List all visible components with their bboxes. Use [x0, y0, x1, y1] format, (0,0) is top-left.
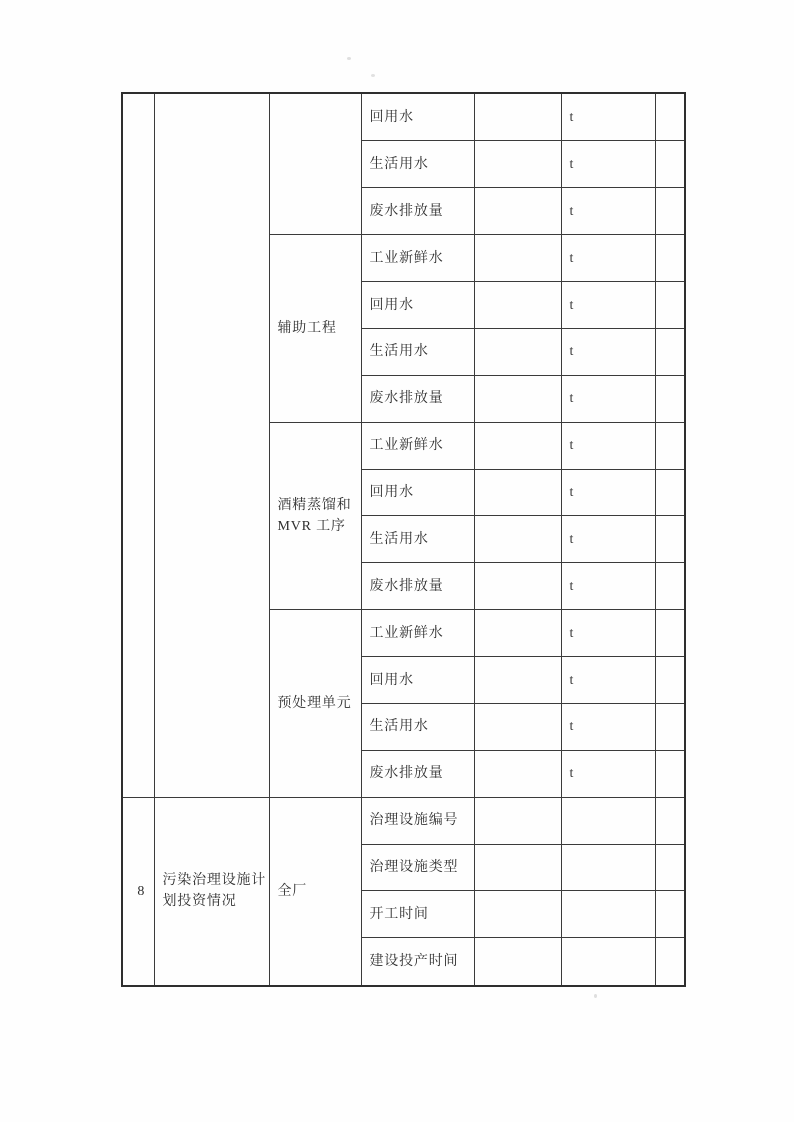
group-cell-auxiliary-works: 辅助工程	[269, 235, 361, 423]
spacer-cell	[655, 328, 685, 375]
scan-speck	[594, 994, 597, 998]
unit-cell	[561, 797, 655, 844]
item-label-cell: 废水排放量	[361, 750, 474, 797]
item-label-cell: 生活用水	[361, 141, 474, 188]
spacer-cell	[655, 93, 685, 141]
unit-cell: t	[561, 657, 655, 704]
group-cell-whole-plant: 全厂	[269, 797, 361, 986]
spacer-cell	[655, 282, 685, 329]
spacer-cell	[655, 844, 685, 891]
value-cell	[474, 141, 561, 188]
index-cell-empty	[122, 93, 154, 797]
value-cell	[474, 657, 561, 704]
value-cell	[474, 188, 561, 235]
item-label-cell: 回用水	[361, 282, 474, 329]
item-label-cell: 工业新鲜水	[361, 610, 474, 657]
spacer-cell	[655, 657, 685, 704]
unit-cell: t	[561, 610, 655, 657]
spacer-cell	[655, 422, 685, 469]
group-cell-continued	[269, 93, 361, 235]
spacer-cell	[655, 141, 685, 188]
value-cell	[474, 328, 561, 375]
category-cell-empty	[154, 93, 269, 797]
unit-cell: t	[561, 469, 655, 516]
unit-cell: t	[561, 235, 655, 282]
value-cell	[474, 93, 561, 141]
item-label-cell: 治理设施编号	[361, 797, 474, 844]
section-index-cell: 8	[122, 797, 154, 986]
item-label-cell: 回用水	[361, 657, 474, 704]
spacer-cell	[655, 610, 685, 657]
spacer-cell	[655, 703, 685, 750]
item-label-cell: 废水排放量	[361, 188, 474, 235]
spacer-cell	[655, 891, 685, 938]
value-cell	[474, 516, 561, 563]
spacer-cell	[655, 188, 685, 235]
spacer-cell	[655, 516, 685, 563]
spacer-cell	[655, 938, 685, 986]
unit-cell: t	[561, 422, 655, 469]
spacer-cell	[655, 750, 685, 797]
unit-cell: t	[561, 750, 655, 797]
unit-cell: t	[561, 188, 655, 235]
item-label-cell: 废水排放量	[361, 375, 474, 422]
spacer-cell	[655, 563, 685, 610]
unit-cell	[561, 844, 655, 891]
value-cell	[474, 282, 561, 329]
item-label-cell: 废水排放量	[361, 563, 474, 610]
value-cell	[474, 375, 561, 422]
unit-cell: t	[561, 282, 655, 329]
spacer-cell	[655, 797, 685, 844]
spacer-cell	[655, 375, 685, 422]
item-label-cell: 工业新鲜水	[361, 422, 474, 469]
group-cell-distillation-mvr	[269, 422, 361, 610]
table-row	[122, 797, 685, 844]
unit-cell: t	[561, 93, 655, 141]
value-cell	[474, 938, 561, 986]
group-name-line: MVR 工序	[277, 518, 346, 534]
value-cell	[474, 469, 561, 516]
unit-cell: t	[561, 375, 655, 422]
item-label-cell: 生活用水	[361, 516, 474, 563]
scan-speck	[371, 74, 375, 77]
value-cell	[474, 703, 561, 750]
unit-cell	[561, 938, 655, 986]
item-label-cell: 开工时间	[361, 891, 474, 938]
item-label-cell: 建设投产时间	[361, 938, 474, 986]
value-cell	[474, 797, 561, 844]
item-label-cell: 工业新鲜水	[361, 235, 474, 282]
item-label-cell: 生活用水	[361, 328, 474, 375]
value-cell	[474, 610, 561, 657]
value-cell	[474, 750, 561, 797]
environment-report-table	[121, 92, 686, 987]
item-label-cell: 回用水	[361, 93, 474, 141]
item-label-cell: 回用水	[361, 469, 474, 516]
group-cell-pretreatment-unit: 预处理单元	[269, 610, 361, 798]
value-cell	[474, 422, 561, 469]
unit-cell: t	[561, 563, 655, 610]
value-cell	[474, 891, 561, 938]
unit-cell: t	[561, 141, 655, 188]
unit-cell: t	[561, 703, 655, 750]
unit-cell: t	[561, 516, 655, 563]
value-cell	[474, 844, 561, 891]
section-title-cell: 污染治理设施计划投资情况	[154, 797, 269, 986]
spacer-cell	[655, 469, 685, 516]
spacer-cell	[655, 235, 685, 282]
item-label-cell: 治理设施类型	[361, 844, 474, 891]
table-row	[122, 93, 685, 141]
scan-speck	[347, 57, 351, 60]
group-name-line: 酒精蒸馏和	[277, 497, 352, 513]
unit-cell	[561, 891, 655, 938]
unit-cell: t	[561, 328, 655, 375]
item-label-cell: 生活用水	[361, 703, 474, 750]
value-cell	[474, 563, 561, 610]
value-cell	[474, 235, 561, 282]
